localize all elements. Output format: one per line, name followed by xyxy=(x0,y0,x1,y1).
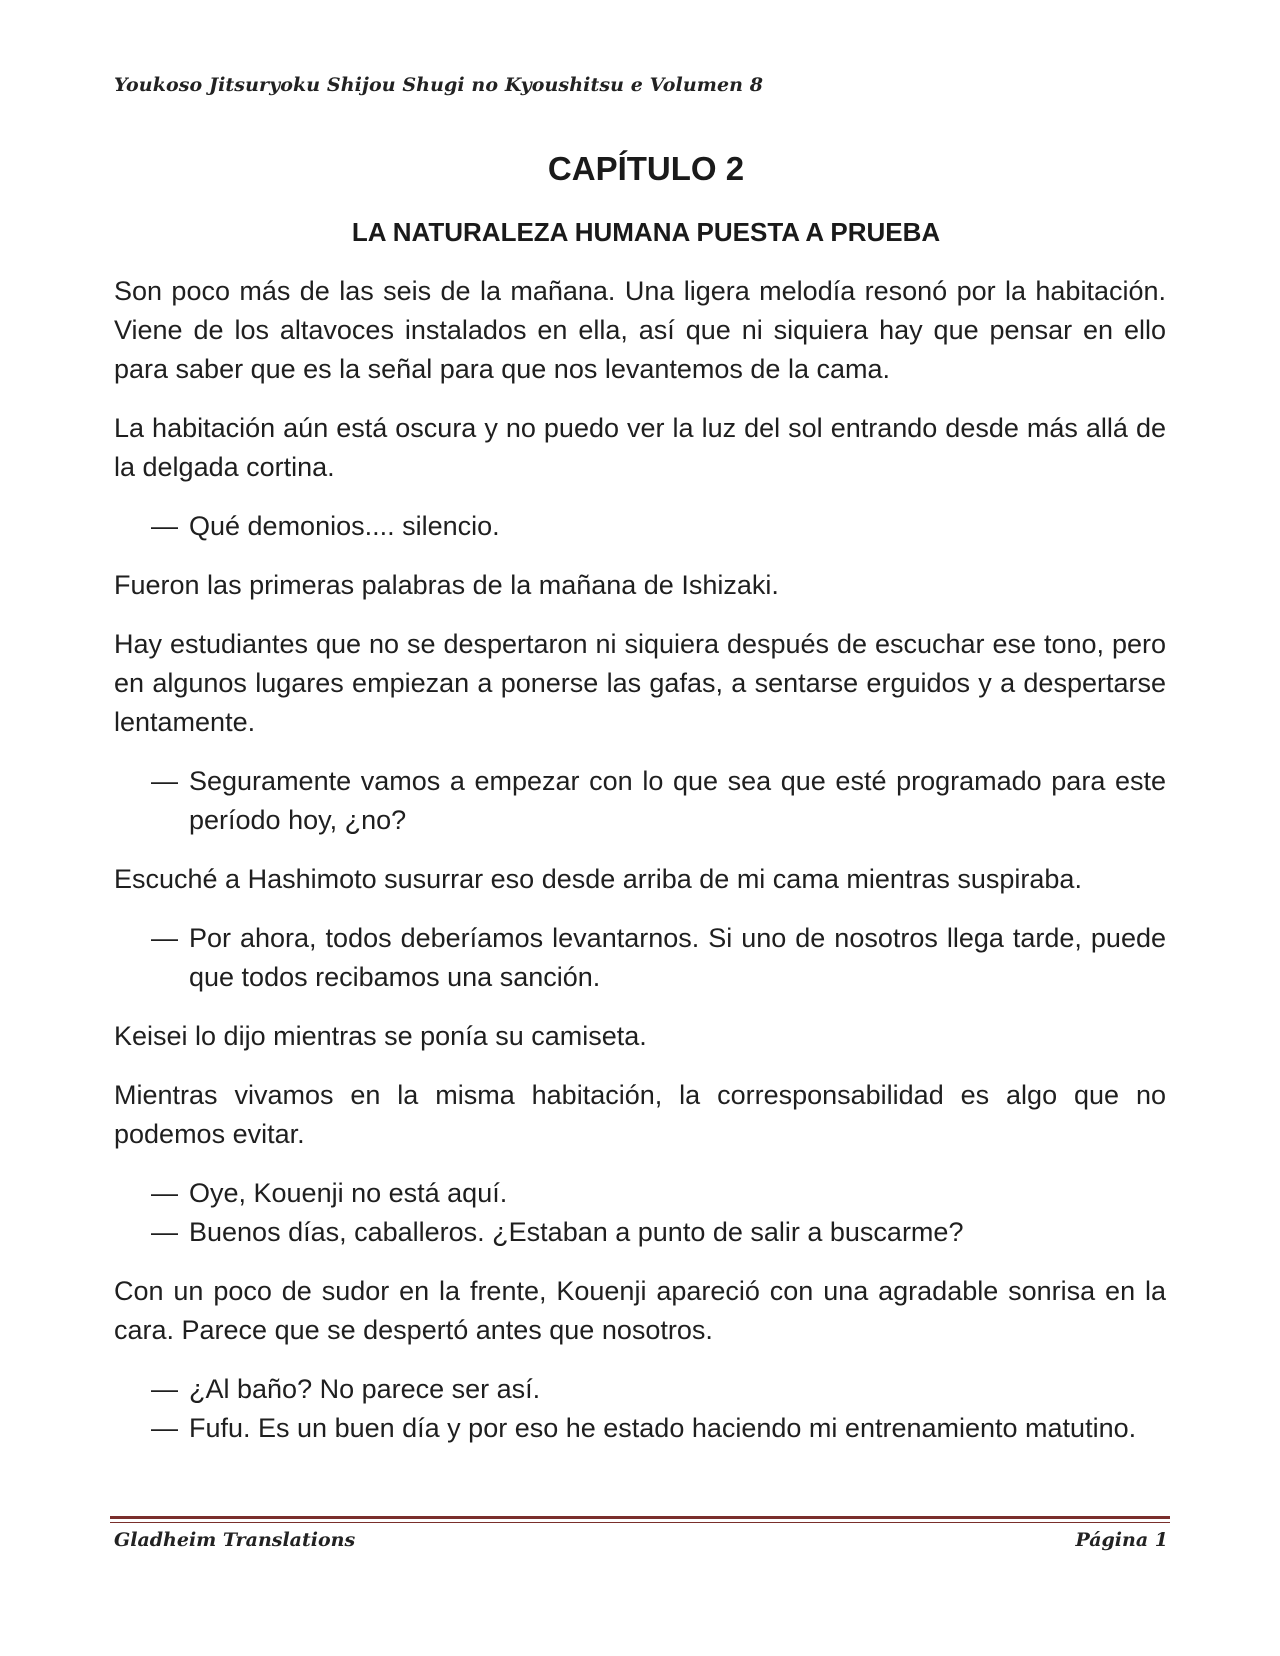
dialog-line xyxy=(114,1213,1166,1252)
dialog-text: Seguramente vamos a empezar con lo que sea que esté programado para este período hoy, ¿no? xyxy=(189,766,1166,835)
running-header: Youkoso Jitsuryoku Shijou Shugi no Kyoushitsu e Volumen 8 xyxy=(114,74,764,96)
dialog-line xyxy=(114,762,1166,840)
dialog-line xyxy=(114,1370,1166,1409)
dialog-dash: — xyxy=(151,1178,178,1208)
dialog-line xyxy=(114,919,1166,997)
paragraph: Fueron las primeras palabras de la mañana de Ishizaki. xyxy=(114,570,779,600)
dialog-text: Por ahora, todos deberíamos levantarnos. Si uno de nosotros llega tarde, puede que todos recibamos una sanción. xyxy=(189,923,1166,992)
paragraph: Con un poco de sudor en la frente, Kouenji apareció con una agradable sonrisa en la cara. Parece que se despertó antes que nosotros. xyxy=(114,1276,1166,1345)
page-number: Página 1 xyxy=(1075,1529,1168,1551)
paragraph: Escuché a Hashimoto susurrar eso desde arriba de mi cama mientras suspiraba. xyxy=(114,864,1082,894)
dialog-dash: — xyxy=(151,1374,178,1404)
dialog-line xyxy=(114,1409,1166,1448)
dialog-group xyxy=(114,1174,1166,1252)
dialog-group xyxy=(114,507,1166,546)
dialog-dash: — xyxy=(151,766,178,796)
body-text xyxy=(114,272,1166,1468)
dialog-dash: — xyxy=(151,1413,178,1443)
dialog-group xyxy=(114,762,1166,840)
dialog-dash: — xyxy=(151,923,178,953)
paragraph: Son poco más de las seis de la mañana. Una ligera melodía resonó por la habitación. Viene de los altavoces instalados en ella, así que ni siquiera hay que pensar en ello para saber que es la señal para que nos levantemos de la cama. xyxy=(114,276,1166,384)
chapter-subtitle: LA NATURALEZA HUMANA PUESTA A PRUEBA xyxy=(351,217,941,247)
dialog-group xyxy=(114,1370,1166,1448)
dialog-text: Buenos días, caballeros. ¿Estaban a punto de salir a buscarme? xyxy=(189,1217,964,1247)
footer-rule-thin xyxy=(110,1522,1170,1523)
dialog-text: Fufu. Es un buen día y por eso he estado haciendo mi entrenamiento matutino. xyxy=(189,1413,1137,1443)
dialog-text: ¿Al baño? No parece ser así. xyxy=(189,1374,541,1404)
dialog-dash: — xyxy=(151,511,178,541)
dialog-line xyxy=(114,507,1166,546)
footer-rule xyxy=(110,1516,1170,1519)
dialog-text: Qué demonios.... silencio. xyxy=(189,511,500,541)
paragraph: Keisei lo dijo mientras se ponía su camiseta. xyxy=(114,1021,647,1051)
chapter-title: CAPÍTULO 2 xyxy=(547,150,745,187)
paragraph: La habitación aún está oscura y no puedo ver la luz del sol entrando desde más allá de la delgada cortina. xyxy=(114,413,1166,482)
dialog-line xyxy=(114,1174,1166,1213)
dialog-group xyxy=(114,919,1166,997)
paragraph: Mientras vivamos en la misma habitación, la corresponsabilidad es algo que no podemos evitar. xyxy=(114,1080,1166,1149)
dialog-text: Oye, Kouenji no está aquí. xyxy=(189,1178,508,1208)
footer-credit: Gladheim Translations xyxy=(114,1529,356,1551)
paragraph: Hay estudiantes que no se despertaron ni siquiera después de escuchar ese tono, pero en algunos lugares empiezan a ponerse las gafas, a sentarse erguidos y a despertarse lentamente. xyxy=(114,629,1166,737)
dialog-dash: — xyxy=(151,1217,178,1247)
